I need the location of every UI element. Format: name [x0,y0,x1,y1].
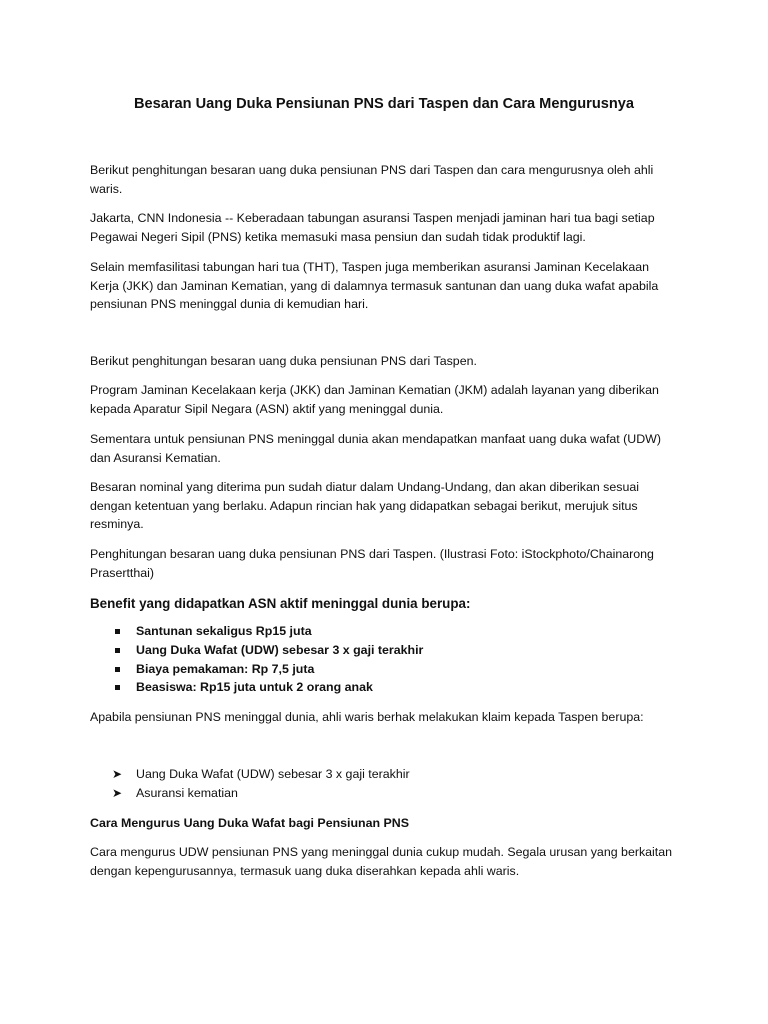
paragraph-photo-caption: Penghitungan besaran uang duka pensiunan PNS dari Taspen. (Ilustrasi Foto: iStockphoto/Chainarong Prasertthai) [90,547,654,580]
benefit-list [90,622,423,697]
list-item-text: Biaya pemakaman: Rp 7,5 juta [136,661,315,676]
arrow-bullet-icon: ➤ [112,785,123,800]
square-bullet-icon [115,648,120,653]
paragraph-jkk-jkm: Program Jaminan Kecelakaan kerja (JKK) dan Jaminan Kematian (JKM) adalah layanan yang diberikan kepada Aparatur Sipil Negara (ASN) aktif yang meninggal dunia. [90,383,659,416]
paragraph-cara-mengurus: Cara mengurus UDW pensiunan PNS yang meninggal dunia cukup mudah. Segala urusan yang berkaitan dengan kepengurusannya, termasuk uang duka diserahkan kepada ahli waris. [90,845,673,878]
list-item [90,678,423,697]
paragraph-klaim: Apabila pensiunan PNS meninggal dunia, ahli waris berhak melakukan klaim kepada Taspen berupa: [90,710,644,724]
paragraph-udw: Sementara untuk pensiunan PNS meninggal dunia akan mendapatkan manfaat uang duka wafat (UDW) dan Asuransi Kematian. [90,432,662,465]
list-item [90,765,410,784]
paragraph-penghitungan: Berikut penghitungan besaran uang duka pensiunan PNS dari Taspen. [90,354,477,368]
square-bullet-icon [115,667,120,672]
list-item [90,641,423,660]
paragraph-thf-jkk: Selain memfasilitasi tabungan hari tua (THT), Taspen juga memberikan asuransi Jaminan Kecelakaan Kerja (JKK) dan Jaminan Kematian, yang di dalamnya termasuk santunan dan uang duka wafat apabila pensiunan PNS meninggal dunia di kemudian hari. [90,260,659,312]
howto-heading: Cara Mengurus Uang Duka Wafat bagi Pensiunan PNS [90,816,409,830]
paragraph-nominal: Besaran nominal yang diterima pun sudah diatur dalam Undang-Undang, dan akan diberikan sesuai dengan ketentuan yang berlaku. Adapun rincian hak yang didapatkan sebagai berikut, merujuk situs resminya. [90,480,639,532]
list-item [90,622,423,641]
list-item-text: Beasiswa: Rp15 juta untuk 2 orang anak [136,680,373,695]
list-item-text: Uang Duka Wafat (UDW) sebesar 3 x gaji terakhir [136,642,424,657]
arrow-bullet-icon: ➤ [112,767,123,781]
paragraph-taspen-intro: Jakarta, CNN Indonesia -- Keberadaan tabungan asuransi Taspen menjadi jaminan hari tua bagi setiap Pegawai Negeri Sipil (PNS) ketika memasuki masa pensiun dan sudah tidak produktif lagi. [90,211,655,244]
list-item [90,660,423,679]
square-bullet-icon [115,685,120,690]
claim-list [90,765,410,803]
list-item-text: Asuransi kematian [136,785,238,800]
benefit-heading: Benefit yang didapatkan ASN aktif meninggal dunia berupa: [90,596,471,611]
list-item [90,784,410,803]
list-item-text: Uang Duka Wafat (UDW) sebesar 3 x gaji terakhir [136,767,410,781]
list-item-text: Santunan sekaligus Rp15 juta [136,624,312,638]
document-title: Besaran Uang Duka Pensiunan PNS dari Taspen dan Cara Mengurusnya [133,96,635,112]
intro-paragraph: Berikut penghitungan besaran uang duka pensiunan PNS dari Taspen dan cara mengurusnya oleh ahli waris. [90,163,654,196]
square-bullet-icon [115,629,120,634]
